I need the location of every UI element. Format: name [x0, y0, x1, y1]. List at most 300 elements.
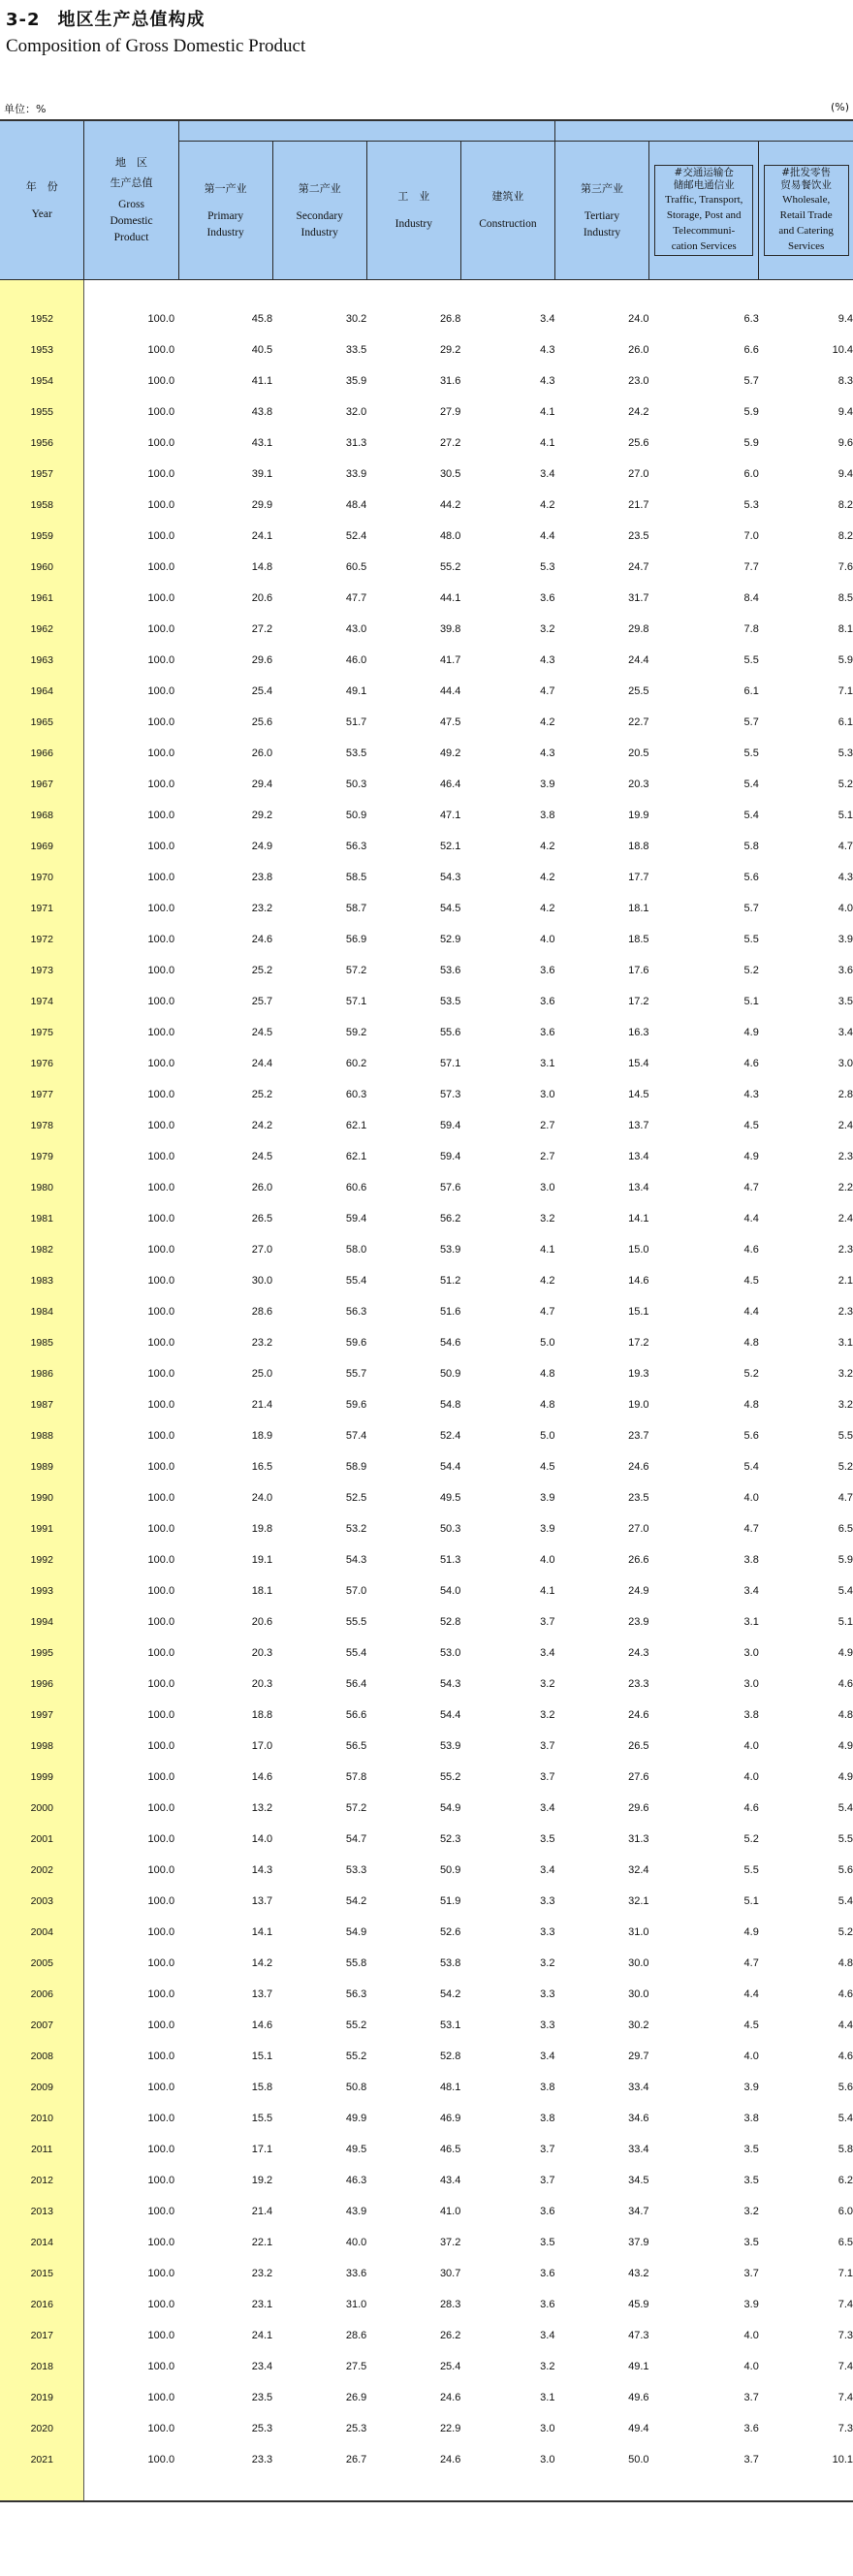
gdp-cell: 100.0 — [147, 2454, 175, 2465]
tertiary-cell: 17.7 — [628, 872, 649, 883]
secondary-cell: 54.9 — [345, 1926, 367, 1938]
header-tertiary — [554, 142, 648, 280]
construction-cell: 5.3 — [540, 561, 555, 573]
table-row — [0, 1544, 853, 1575]
secondary-cell: 50.9 — [345, 810, 367, 821]
transport-cell: 4.5 — [743, 2019, 759, 2031]
construction-cell: 4.2 — [540, 499, 555, 511]
primary-cell: 25.4 — [251, 685, 273, 697]
transport-cell: 3.2 — [743, 2206, 759, 2217]
wholesale-cell: 7.3 — [837, 2330, 853, 2341]
year-cell-spacer — [0, 280, 84, 304]
primary-cell: 39.1 — [251, 468, 273, 480]
transport-cell: 5.4 — [743, 779, 759, 790]
header-secondary-en1: Secondary — [296, 209, 343, 222]
header-gdp-region: 地 区 — [115, 156, 148, 169]
construction-cell: 3.9 — [540, 779, 555, 790]
header-transport-en2: Storage, Post and — [666, 209, 742, 221]
gdp-cell: 100.0 — [147, 406, 175, 418]
header-construction — [460, 142, 554, 280]
primary-cell: 24.5 — [251, 1151, 273, 1162]
construction-cell: 3.4 — [540, 1864, 555, 1876]
header-secondary-en2: Industry — [300, 226, 338, 239]
table-row — [0, 2134, 853, 2165]
primary-cell: 20.3 — [251, 1678, 273, 1690]
construction-cell: 3.8 — [540, 2113, 555, 2124]
primary-cell: 14.2 — [251, 1957, 273, 1969]
transport-cell: 4.9 — [743, 1926, 759, 1938]
primary-cell: 13.7 — [251, 1895, 273, 1907]
table-row — [0, 1886, 853, 1917]
year-cell: 2013 — [0, 2196, 84, 2227]
secondary-cell: 56.9 — [345, 934, 367, 945]
transport-cell: 6.0 — [743, 468, 759, 480]
transport-cell: 5.6 — [743, 1430, 759, 1442]
secondary-cell: 57.4 — [345, 1430, 367, 1442]
construction-cell: 3.3 — [540, 1926, 555, 1938]
table-row — [0, 366, 853, 397]
wholesale-cell: 7.4 — [837, 2392, 853, 2403]
transport-cell: 5.7 — [743, 716, 759, 728]
industry-cell: 52.3 — [439, 1833, 461, 1845]
transport-cell: 3.8 — [743, 2113, 759, 2124]
construction-cell: 4.0 — [540, 934, 555, 945]
industry-cell: 26.2 — [439, 2330, 461, 2341]
wholesale-cell: 5.1 — [837, 1616, 853, 1628]
wholesale-cell: 6.1 — [837, 716, 853, 728]
tertiary-cell: 49.1 — [628, 2361, 649, 2372]
year-cell: 1962 — [0, 614, 84, 645]
secondary-cell: 47.7 — [345, 592, 367, 604]
tertiary-cell: 25.6 — [628, 437, 649, 449]
tertiary-cell: 33.4 — [628, 2082, 649, 2093]
tertiary-cell: 29.7 — [628, 2051, 649, 2062]
secondary-cell: 31.0 — [345, 2299, 367, 2310]
wholesale-cell: 3.1 — [837, 1337, 853, 1349]
industry-cell: 50.9 — [439, 1368, 461, 1380]
header-gdp-en2: Domestic — [110, 215, 153, 227]
year-cell: 1991 — [0, 1513, 84, 1544]
wholesale-cell: 5.2 — [837, 1926, 853, 1938]
primary-cell: 26.0 — [251, 747, 273, 759]
year-cell: 2006 — [0, 1979, 84, 2010]
year-cell: 1970 — [0, 862, 84, 893]
year-cell: 2012 — [0, 2165, 84, 2196]
year-cell: 2015 — [0, 2258, 84, 2289]
wholesale-cell: 5.3 — [837, 747, 853, 759]
secondary-cell: 57.2 — [345, 965, 367, 976]
construction-cell: 4.2 — [540, 872, 555, 883]
primary-cell: 19.8 — [251, 1523, 273, 1535]
transport-cell: 5.9 — [743, 406, 759, 418]
table-row — [0, 490, 853, 521]
construction-cell: 4.3 — [540, 344, 555, 356]
gdp-cell: 100.0 — [147, 1864, 175, 1876]
primary-cell: 14.6 — [251, 1771, 273, 1783]
primary-cell: 14.0 — [251, 1833, 273, 1845]
primary-cell: 16.5 — [251, 1461, 273, 1473]
primary-cell: 20.6 — [251, 1616, 273, 1628]
construction-cell: 3.3 — [540, 1895, 555, 1907]
wholesale-cell: 7.1 — [837, 2268, 853, 2279]
wholesale-cell: 6.2 — [837, 2175, 853, 2186]
tertiary-cell: 17.2 — [628, 996, 649, 1007]
primary-cell: 43.8 — [251, 406, 273, 418]
gdp-cell: 100.0 — [147, 2299, 175, 2310]
tertiary-cell: 24.4 — [628, 654, 649, 666]
construction-cell: 4.8 — [540, 1368, 555, 1380]
year-cell: 1964 — [0, 676, 84, 707]
wholesale-cell: 5.4 — [837, 1585, 853, 1597]
table-row — [0, 1172, 853, 1203]
table-row — [0, 521, 853, 552]
unit-label: 单位：% — [4, 103, 47, 115]
industry-cell: 51.2 — [439, 1275, 461, 1287]
construction-cell: 3.9 — [540, 1523, 555, 1535]
wholesale-cell: 3.2 — [837, 1399, 853, 1411]
secondary-cell: 59.4 — [345, 1213, 367, 1224]
industry-cell: 44.2 — [439, 499, 461, 511]
construction-cell: 4.5 — [540, 1461, 555, 1473]
transport-cell: 3.7 — [743, 2392, 759, 2403]
wholesale-cell: 7.6 — [837, 561, 853, 573]
tertiary-cell: 23.9 — [628, 1616, 649, 1628]
construction-cell: 3.4 — [540, 1647, 555, 1659]
tertiary-cell: 32.1 — [628, 1895, 649, 1907]
wholesale-cell: 2.4 — [837, 1213, 853, 1224]
industry-cell: 51.3 — [439, 1554, 461, 1566]
table-row — [0, 1917, 853, 1948]
table-row — [0, 1513, 853, 1544]
tertiary-cell: 18.1 — [628, 903, 649, 914]
wholesale-cell: 6.0 — [837, 2206, 853, 2217]
primary-cell: 26.0 — [251, 1182, 273, 1193]
table-row — [0, 1079, 853, 1110]
wholesale-cell: 5.9 — [837, 654, 853, 666]
gdp-cell: 100.0 — [147, 2113, 175, 2124]
table-row — [0, 2010, 853, 2041]
primary-cell: 25.3 — [251, 2423, 273, 2434]
year-cell: 1952 — [0, 303, 84, 334]
year-cell: 1995 — [0, 1638, 84, 1669]
wholesale-cell: 5.6 — [837, 1864, 853, 1876]
construction-cell: 3.2 — [540, 1678, 555, 1690]
secondary-cell: 60.6 — [345, 1182, 367, 1193]
industry-cell: 52.8 — [439, 2051, 461, 2062]
primary-cell: 14.8 — [251, 561, 273, 573]
year-cell: 1956 — [0, 428, 84, 459]
table-row — [0, 707, 853, 738]
industry-cell: 30.5 — [439, 468, 461, 480]
unit-label-en: (%) — [830, 101, 849, 113]
industry-cell: 52.6 — [439, 1926, 461, 1938]
wholesale-cell: 2.3 — [837, 1151, 853, 1162]
table-row — [0, 986, 853, 1017]
secondary-cell: 58.7 — [345, 903, 367, 914]
industry-cell: 54.4 — [439, 1709, 461, 1721]
industry-cell: 56.2 — [439, 1213, 461, 1224]
tertiary-cell: 49.4 — [628, 2423, 649, 2434]
header-transport-en1: Traffic, Transport, — [665, 194, 743, 206]
year-cell: 1993 — [0, 1575, 84, 1606]
wholesale-cell: 4.6 — [837, 1678, 853, 1690]
secondary-cell: 43.9 — [345, 2206, 367, 2217]
industry-cell: 30.7 — [439, 2268, 461, 2279]
primary-cell: 23.2 — [251, 903, 273, 914]
primary-cell: 18.1 — [251, 1585, 273, 1597]
year-cell: 1983 — [0, 1265, 84, 1296]
table-row — [0, 1296, 853, 1327]
tertiary-cell: 43.2 — [628, 2268, 649, 2279]
transport-cell: 4.6 — [743, 1244, 759, 1256]
transport-cell: 4.7 — [743, 1523, 759, 1535]
construction-cell: 3.4 — [540, 468, 555, 480]
year-cell: 2008 — [0, 2041, 84, 2072]
wholesale-cell: 9.4 — [837, 406, 853, 418]
gdp-cell: 100.0 — [147, 841, 175, 852]
secondary-cell: 46.0 — [345, 654, 367, 666]
year-cell: 1976 — [0, 1048, 84, 1079]
industry-cell: 51.6 — [439, 1306, 461, 1318]
year-cell: 1968 — [0, 800, 84, 831]
tertiary-cell: 20.5 — [628, 747, 649, 759]
secondary-cell: 60.2 — [345, 1058, 367, 1069]
gdp-cell: 100.0 — [147, 934, 175, 945]
header-year — [0, 120, 84, 280]
wholesale-cell: 2.3 — [837, 1244, 853, 1256]
table-row — [0, 862, 853, 893]
tertiary-cell: 17.6 — [628, 965, 649, 976]
secondary-cell: 55.2 — [345, 2019, 367, 2031]
tertiary-cell: 30.2 — [628, 2019, 649, 2031]
primary-cell: 14.1 — [251, 1926, 273, 1938]
year-cell: 1994 — [0, 1606, 84, 1638]
industry-cell: 50.3 — [439, 1523, 461, 1535]
header-wholesale-en3: and Catering — [778, 225, 834, 237]
primary-cell: 19.2 — [251, 2175, 273, 2186]
construction-cell: 3.4 — [540, 2051, 555, 2062]
transport-cell: 5.7 — [743, 375, 759, 387]
transport-cell: 4.4 — [743, 1306, 759, 1318]
tertiary-cell: 25.5 — [628, 685, 649, 697]
table-row — [0, 924, 853, 955]
tertiary-cell: 20.3 — [628, 779, 649, 790]
year-cell: 2002 — [0, 1855, 84, 1886]
primary-cell: 18.9 — [251, 1430, 273, 1442]
secondary-cell: 27.5 — [345, 2361, 367, 2372]
header-wholesale-cn1: #批发零售 — [781, 167, 832, 178]
tertiary-cell: 19.3 — [628, 1368, 649, 1380]
table-row — [0, 1358, 853, 1389]
year-cell: 2016 — [0, 2289, 84, 2320]
construction-cell: 4.1 — [540, 1585, 555, 1597]
gdp-cell: 100.0 — [147, 1833, 175, 1845]
secondary-cell: 57.0 — [345, 1585, 367, 1597]
table-row — [0, 2165, 853, 2196]
transport-cell: 5.2 — [743, 965, 759, 976]
table-row — [0, 614, 853, 645]
industry-cell: 51.9 — [439, 1895, 461, 1907]
wholesale-cell: 5.2 — [837, 1461, 853, 1473]
primary-cell: 25.0 — [251, 1368, 273, 1380]
gdp-cell: 100.0 — [147, 1182, 175, 1193]
secondary-cell: 52.4 — [345, 530, 367, 542]
transport-cell: 4.0 — [743, 2051, 759, 2062]
gdp-cell: 100.0 — [147, 2175, 175, 2186]
construction-cell: 3.7 — [540, 1616, 555, 1628]
year-cell: 1954 — [0, 366, 84, 397]
wholesale-cell: 8.2 — [837, 499, 853, 511]
construction-cell: 3.6 — [540, 996, 555, 1007]
industry-cell: 26.8 — [439, 313, 461, 325]
secondary-cell: 57.2 — [345, 1802, 367, 1814]
industry-cell: 59.4 — [439, 1151, 461, 1162]
page-title-block — [6, 6, 305, 57]
table-title-cn — [6, 6, 305, 31]
primary-cell: 17.1 — [251, 2144, 273, 2155]
industry-cell: 59.4 — [439, 1120, 461, 1131]
gdp-cell: 100.0 — [147, 872, 175, 883]
wholesale-cell: 5.5 — [837, 1833, 853, 1845]
primary-cell: 24.5 — [251, 1027, 273, 1038]
wholesale-cell: 2.3 — [837, 1306, 853, 1318]
header-wholesale-box — [764, 165, 849, 256]
construction-cell: 5.0 — [540, 1337, 555, 1349]
gdp-cell: 100.0 — [147, 1058, 175, 1069]
industry-cell: 52.9 — [439, 934, 461, 945]
table-row — [0, 1575, 853, 1606]
wholesale-cell: 4.6 — [837, 1988, 853, 2000]
secondary-cell: 54.3 — [345, 1554, 367, 1566]
header-industry-cn: 工 业 — [397, 190, 430, 203]
gdp-cell: 100.0 — [147, 1647, 175, 1659]
gdp-cell: 100.0 — [147, 2082, 175, 2093]
gdp-cell: 100.0 — [147, 1151, 175, 1162]
year-cell: 1987 — [0, 1389, 84, 1420]
transport-cell: 6.1 — [743, 685, 759, 697]
header-group-secondary-top — [178, 120, 554, 142]
tertiary-cell: 47.3 — [628, 2330, 649, 2341]
construction-cell: 3.2 — [540, 2361, 555, 2372]
wholesale-cell: 2.4 — [837, 1120, 853, 1131]
wholesale-cell: 2.2 — [837, 1182, 853, 1193]
industry-cell: 53.5 — [439, 996, 461, 1007]
gdp-cell: 100.0 — [147, 2392, 175, 2403]
year-cell: 1967 — [0, 769, 84, 800]
gdp-cell: 100.0 — [147, 779, 175, 790]
wholesale-cell: 5.5 — [837, 1430, 853, 1442]
secondary-cell: 58.9 — [345, 1461, 367, 1473]
table-row — [0, 1327, 853, 1358]
secondary-cell: 26.7 — [345, 2454, 367, 2465]
transport-cell: 5.5 — [743, 934, 759, 945]
primary-cell: 21.4 — [251, 1399, 273, 1411]
tertiary-cell: 23.5 — [628, 1492, 649, 1504]
wholesale-cell: 5.4 — [837, 1802, 853, 1814]
wholesale-cell: 4.4 — [837, 2019, 853, 2031]
industry-cell: 55.2 — [439, 561, 461, 573]
gdp-cell: 100.0 — [147, 1554, 175, 1566]
construction-cell: 4.2 — [540, 903, 555, 914]
table-title-cn-text: 地区生产总值构成 — [57, 10, 205, 30]
primary-cell: 14.3 — [251, 1864, 273, 1876]
table-row — [0, 2196, 853, 2227]
year-cell: 1972 — [0, 924, 84, 955]
secondary-cell: 56.4 — [345, 1678, 367, 1690]
secondary-cell: 59.6 — [345, 1399, 367, 1411]
year-cell: 1984 — [0, 1296, 84, 1327]
construction-cell: 3.4 — [540, 1802, 555, 1814]
wholesale-cell: 3.5 — [837, 996, 853, 1007]
year-cell: 1992 — [0, 1544, 84, 1575]
table-row — [0, 2072, 853, 2103]
tertiary-cell: 23.5 — [628, 530, 649, 542]
tertiary-cell: 17.2 — [628, 1337, 649, 1349]
transport-cell: 5.2 — [743, 1368, 759, 1380]
wholesale-cell: 4.9 — [837, 1740, 853, 1752]
gdp-cell: 100.0 — [147, 623, 175, 635]
transport-cell: 3.9 — [743, 2299, 759, 2310]
header-primary-en1: Primary — [207, 209, 244, 222]
table-row — [0, 1606, 853, 1638]
gdp-cell: 100.0 — [147, 1585, 175, 1597]
header-gdp-en1: Gross — [118, 199, 144, 210]
primary-cell: 28.6 — [251, 1306, 273, 1318]
transport-cell: 4.9 — [743, 1151, 759, 1162]
tertiary-cell: 27.0 — [628, 1523, 649, 1535]
secondary-cell: 46.3 — [345, 2175, 367, 2186]
secondary-cell: 33.5 — [345, 344, 367, 356]
construction-cell: 3.9 — [540, 1492, 555, 1504]
header-wholesale-cn2: 贸易餐饮业 — [780, 179, 832, 191]
year-cell: 1977 — [0, 1079, 84, 1110]
year-cell: 1959 — [0, 521, 84, 552]
header-wholesale — [759, 142, 853, 280]
wholesale-cell: 4.6 — [837, 2051, 853, 2062]
secondary-cell: 25.3 — [345, 2423, 367, 2434]
year-cell: 1999 — [0, 1762, 84, 1793]
table-bottom-rule — [0, 2475, 853, 2501]
table-row — [0, 397, 853, 428]
construction-cell: 4.3 — [540, 747, 555, 759]
secondary-cell: 56.3 — [345, 1306, 367, 1318]
construction-cell: 4.7 — [540, 685, 555, 697]
transport-cell: 3.4 — [743, 1585, 759, 1597]
secondary-cell: 51.7 — [345, 716, 367, 728]
gdp-cell: 100.0 — [147, 1616, 175, 1628]
industry-cell: 46.4 — [439, 779, 461, 790]
primary-cell: 29.4 — [251, 779, 273, 790]
year-cell: 1966 — [0, 738, 84, 769]
wholesale-cell: 2.1 — [837, 1275, 853, 1287]
wholesale-cell: 7.1 — [837, 685, 853, 697]
gdp-cell: 100.0 — [147, 1771, 175, 1783]
construction-cell: 3.7 — [540, 1771, 555, 1783]
construction-cell: 4.2 — [540, 1275, 555, 1287]
wholesale-cell: 2.8 — [837, 1089, 853, 1100]
table-row — [0, 2320, 853, 2351]
secondary-cell: 48.4 — [345, 499, 367, 511]
header-wholesale-en4: Services — [788, 240, 825, 252]
construction-cell: 4.4 — [540, 530, 555, 542]
gdp-cell: 100.0 — [147, 810, 175, 821]
wholesale-cell: 3.2 — [837, 1368, 853, 1380]
table-row — [0, 2351, 853, 2382]
header-transport-en3: Telecommuni- — [673, 225, 736, 237]
transport-cell: 4.0 — [743, 1771, 759, 1783]
gdp-cell: 100.0 — [147, 375, 175, 387]
transport-cell: 5.8 — [743, 841, 759, 852]
